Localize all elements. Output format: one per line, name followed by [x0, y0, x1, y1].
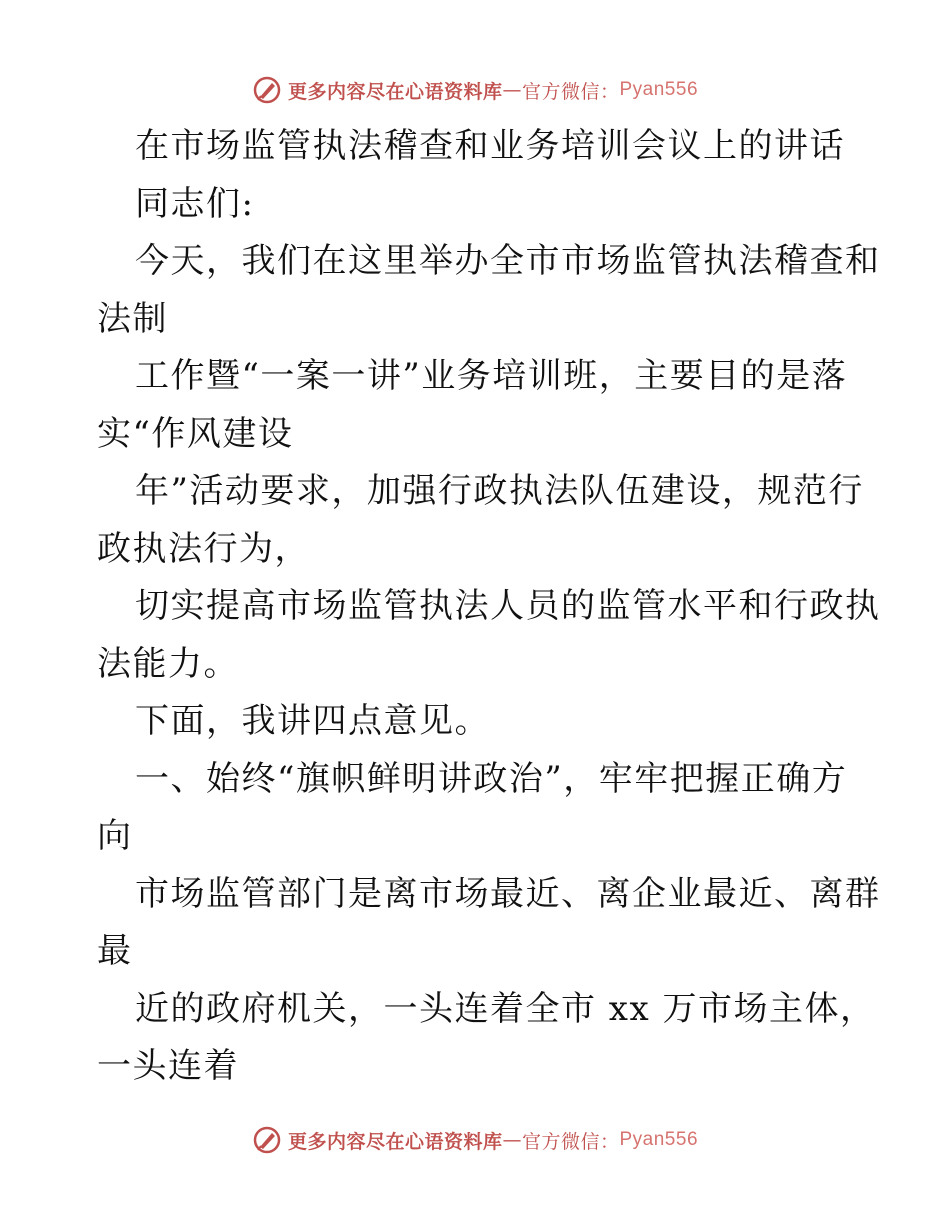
document-line: 年”活动要求，加强行政执法队伍建设，规范行 [135, 471, 864, 511]
document-line: 工作暨“一案一讲”业务培训班，主要目的是落 [135, 356, 848, 396]
section-heading-continued: 向 [97, 816, 133, 856]
document-body [97, 118, 881, 1096]
document-line: 市场监管部门是离市场最近、离企业最近、离群 [135, 873, 881, 914]
document-line: 一头连着 [97, 1046, 239, 1086]
section-heading: 一、始终“旗帜鲜明讲政治”，牢牢把握正确方 [135, 758, 848, 799]
document-line: 同志们: [135, 183, 255, 224]
document-line: 近的政府机关，一头连着全市 xx 万市场主体， [135, 988, 876, 1029]
document-line: 今天，我们在这里举办全市市场监管执法稽查和 [135, 241, 881, 281]
banner-wechat-label: 官方微信： [521, 1130, 620, 1153]
header-banner [0, 70, 950, 110]
document-line: 切实提高市场监管执法人员的监管水平和行政执 [135, 586, 881, 626]
banner-site-text: 更多内容尽在心语资料库 [287, 1130, 503, 1153]
quill-pen-logo-icon [252, 1125, 282, 1155]
document-line: 实“作风建设 [97, 413, 294, 454]
document-line: 下面，我讲四点意见。 [135, 701, 490, 741]
document-line: 法制 [97, 298, 168, 339]
banner-dash: — [502, 79, 522, 101]
document-line: 法能力。 [97, 643, 239, 684]
banner-wechat-label: 官方微信： [521, 80, 620, 103]
document-line: 最 [97, 931, 133, 971]
document-line: 政执法行为， [97, 528, 310, 569]
banner-wechat-id: Pyan556 [619, 79, 699, 100]
footer-banner [0, 1120, 950, 1160]
banner-dash: — [502, 1129, 522, 1151]
quill-pen-logo-icon [252, 75, 282, 105]
document-title: 在市场监管执法稽查和业务培训会议上的讲话 [135, 126, 845, 166]
banner-wechat-id: Pyan556 [619, 1129, 699, 1150]
banner-site-text: 更多内容尽在心语资料库 [287, 80, 503, 103]
